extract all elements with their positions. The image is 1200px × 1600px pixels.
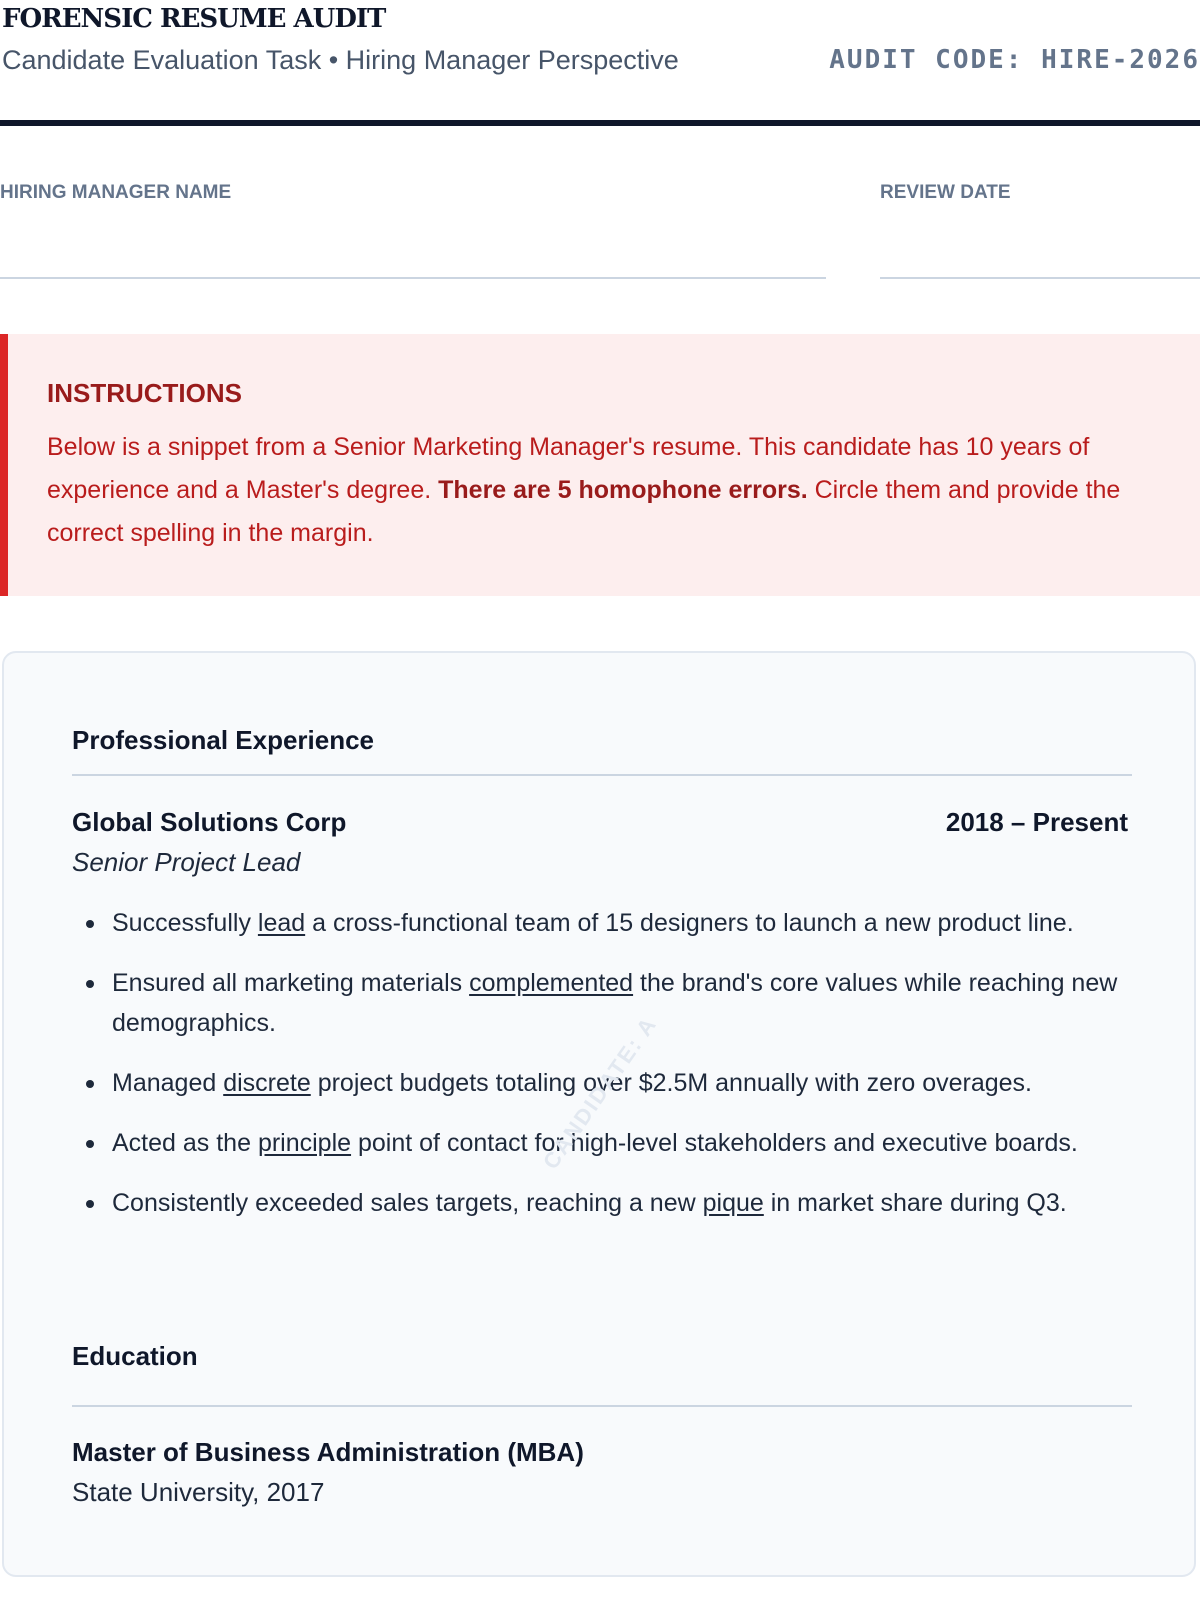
header-divider [0, 120, 1200, 126]
list-item [72, 963, 1132, 1043]
employment-dates: 2018 – Present [945, 807, 1128, 837]
candidate-watermark: CANDIDATE: A [537, 1011, 662, 1174]
education-heading: Education [72, 1341, 198, 1371]
homophone-error[interactable]: lead [257, 909, 306, 937]
instructions-title: INSTRUCTIONS [47, 378, 242, 408]
list-item [72, 1183, 1132, 1223]
degree-name: Master of Business Administration (MBA) [72, 1437, 584, 1467]
homophone-error[interactable]: pique [702, 1189, 764, 1217]
manager-name-label: HIRING MANAGER NAME [0, 182, 232, 203]
education-divider [72, 1405, 1132, 1407]
bullet-text: Ensured all marketing materials [112, 969, 470, 997]
experience-divider [72, 774, 1132, 776]
list-item [72, 1123, 1132, 1163]
audit-code: AUDIT CODE: HIRE-2026 [829, 45, 1200, 75]
bullet-text: Consistently exceeded sales targets, reaching a new [112, 1189, 703, 1217]
bullet-text: Managed [112, 1069, 224, 1097]
instructions-emphasis: There are 5 homophone errors. [438, 476, 808, 504]
manager-name-field[interactable] [0, 277, 826, 279]
bullet-text: point of contact for high-level stakeholders and executive boards. [351, 1129, 1078, 1157]
school-name: State University, 2017 [72, 1477, 325, 1507]
bullet-text: the brand's core values while reaching new demographics. [112, 969, 1118, 1037]
homophone-error[interactable]: principle [257, 1129, 352, 1157]
list-item [72, 903, 1132, 943]
instructions-text-start: Below is a snippet from a Senior Marketing Manager's resume. This candidate has 10 years of experience and a Master's degree. [47, 433, 1090, 504]
instructions-text-end: Circle them and provide the correct spelling in the margin. [47, 476, 1121, 547]
homophone-error[interactable]: complemented [469, 969, 634, 997]
company-name: Global Solutions Corp [72, 807, 347, 837]
bullet-text: in market share during Q3. [763, 1189, 1067, 1217]
review-date-label: REVIEW DATE [880, 182, 1011, 203]
page-title: FORENSIC RESUME AUDIT [2, 4, 386, 34]
page-subtitle: Candidate Evaluation Task • Hiring Manager Perspective [2, 45, 679, 75]
bullet-text: Acted as the [112, 1129, 258, 1157]
homophone-error[interactable]: discrete [223, 1069, 311, 1097]
instructions-box [0, 334, 1200, 596]
bullet-text: a cross-functional team of 15 designers to launch a new product line. [305, 909, 1074, 937]
review-date-field[interactable] [880, 277, 1200, 279]
experience-heading: Professional Experience [72, 725, 375, 755]
job-title: Senior Project Lead [72, 847, 301, 877]
bullet-text: project budgets totaling over $2.5M annually with zero overages. [310, 1069, 1033, 1097]
bullet-text: Successfully [112, 909, 258, 937]
instructions-text [47, 426, 1167, 555]
